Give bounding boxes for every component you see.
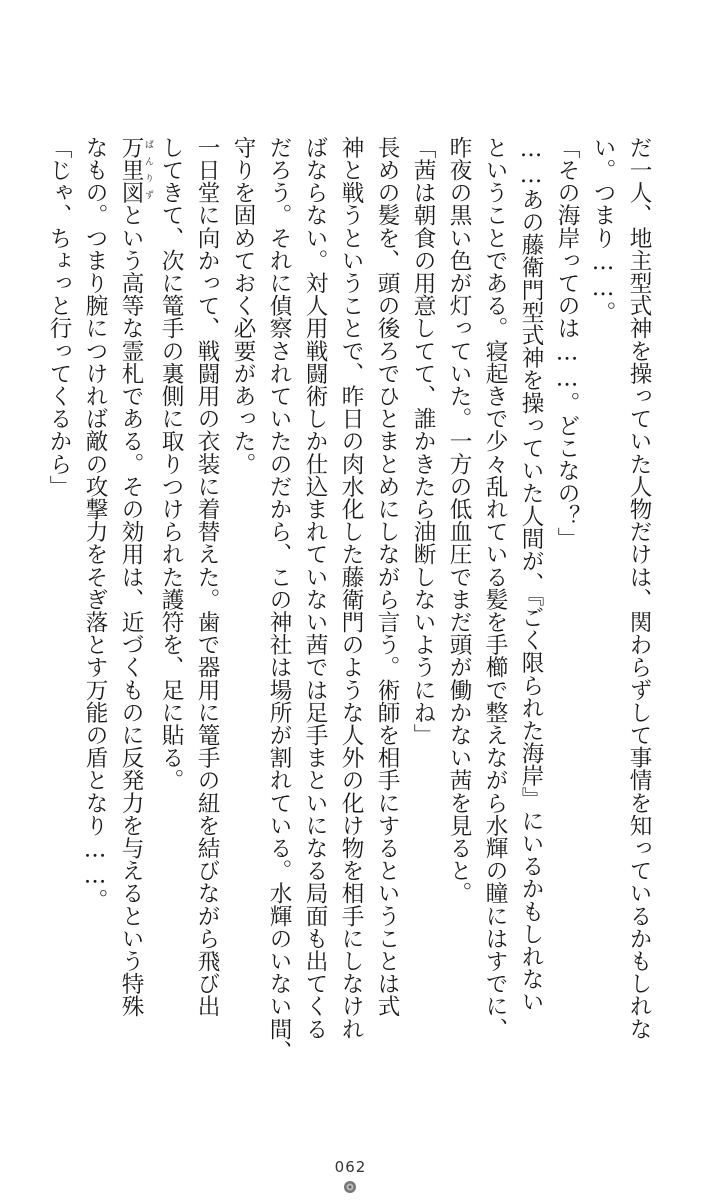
page-number: 062 (334, 1158, 367, 1176)
text-line-4: ……あの藤衛門型式神を操っていた人間が、『ごく限られた海岸』にいるかもしれない (518, 136, 544, 1013)
text-line-1: だ一人、地主型式神を操っていた人物だけは、関わらずして事情を知っているかもしれな (626, 136, 652, 1040)
text-line-15 (113, 136, 153, 1096)
text-line-16: なもの。つまり腕につければ敵の攻撃力をそぎ落とす万能の盾となり……。 (82, 136, 108, 912)
text-line-14: してきて、次に篭手の裏側に取りつけられた護符を、足に貼る。 (158, 136, 184, 792)
ruby-base: 万里図 (118, 136, 144, 204)
text-line-5: ということである。寝起きで少々乱れている髪を手櫛で整えながら水輝の瞳にはすでに、 (482, 136, 508, 1040)
text-line-12: 守りを固めておく必要があった。 (230, 136, 256, 475)
text-line-7: 「茜は朝食の用意してて、誰かきたら油断しないようにね」 (410, 136, 436, 747)
text-line-11: だろう。それに偵察されていたのだから、この神社は場所が割れている。水輝のいない間、 (266, 136, 292, 1063)
page-ornament-icon (343, 1180, 357, 1194)
text-line-3: 「その海岸ってのは……。どこなの？」 (554, 136, 580, 550)
text-line-17: 「じゃ、ちょっと行ってくるから」 (46, 136, 72, 498)
text-line-13: 一日堂に向かって、戦闘用の衣装に着替えた。歯で器用に篭手の紐を結びながら飛び出 (194, 136, 220, 1018)
text-line-8: 長めの髪を、頭の後ろでひとまとめにしながら言う。術師を相手にするということは式 (374, 136, 400, 1018)
vertical-text-body (46, 136, 657, 1096)
ruby-reading: ばんりず (143, 136, 153, 204)
ruby-banrizu (118, 136, 153, 204)
text-line-2: い。つまり……。 (590, 136, 616, 324)
text-line-9: 神と戦うということで、昨日の肉水化した藤衛門のような人外の化け物を相手にしなけれ (338, 136, 364, 1040)
text-line-15-rest: という高等な霊札である。その効用は、近づくものに反発力を与えるという特殊 (118, 203, 144, 1018)
text-line-6: 昨夜の黒い色が灯っていた。一方の低血圧でまだ頭が働かない茜を見ると。 (446, 136, 472, 905)
text-line-10: ばならない。対人用戦闘術しか仕込まれていない茜では足手まといになる局面も出てくる (302, 136, 328, 1040)
